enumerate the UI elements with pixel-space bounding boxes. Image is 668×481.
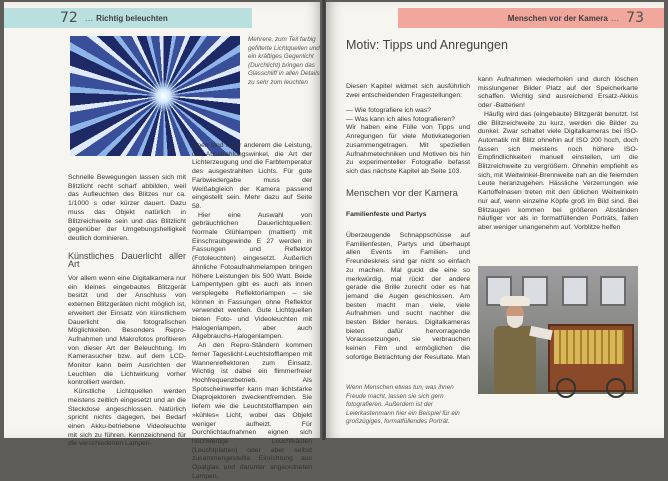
paragraph: Künstliche Lichtquellen werden meistens zeitlich eingesetzt und an die Steckdose angeschlossen. Natürlich spricht nichts dagegen, bei Bedarf einen Akku-betriebene Videoleuchte mit sich zu führen. Kennzeichnend für die verschiedenen Lampen-	[68, 388, 186, 448]
subsection-heading: Familienfeste und Partys	[346, 211, 427, 218]
paragraph: An den Repro-Ständern kommen ferner Tageslicht-Leuchtstofflampen mit Wannenreflektoren zum Einsatz. Wichtig ist dabei ein flimmerfreier Hochfrequenzbetrieb. Als Spotscheinwerfer kann man lichtstarke Diaprojektoren zweckentfremden. Sie liefern wie die Leuchtstofflampen ein »kühles« Licht, wobei das Objekt weniger aufheizt. Für Durchlichtaufnahmen eignen sich hochwertige Leuchtkästen (Leuchtplatten) oder aber selbst zusammengestellte Einrichtung aus Opalglas und darunter angeordneten Lampen.	[192, 342, 312, 480]
crystal-photo-caption: Mehrere, zum Teil farbig gefilterte Lichtquellen und ein kräftiges Gegenlicht (Durchlicht) bringen das Glasschliff in allen Details zu sehr zum leuchten	[248, 36, 320, 86]
page-number-left: 72	[60, 10, 78, 26]
header-dots: ...	[610, 12, 620, 24]
organ-wheel	[556, 378, 576, 398]
page-title: Motiv: Tipps und Anregungen	[346, 38, 508, 52]
window-shape	[600, 276, 626, 306]
right-column-2	[478, 76, 638, 233]
header-dots: ...	[84, 12, 94, 24]
section-heading: Menschen vor der Kamera	[346, 188, 458, 199]
window-shape	[562, 276, 588, 306]
person-body	[494, 326, 536, 394]
right-column-1	[346, 76, 470, 177]
chapter-title-left: Richtig beleuchten	[96, 13, 168, 23]
paragraph: Überzeugende Schnappschüsse auf Familienfesten, Partys und überhaupt allen Events im Familien- und Freundeskreis sind gar nicht so einfach zu machen. Mal guckt die eine so merkwürdig, mal rückt der andere gerade die Brille zurecht oder es hat jemand die Augen geschlossen. Am besten macht man viele, viele Aufnahmen und sucht nachher die besten Bilder heraus. Digitalkameras bieten dafür hervorragende Voraussetzungen, sie verbrauchen keinen Film und ermöglichen die sofortige Betrachtung der Resultate. Man	[346, 232, 470, 361]
organ-photo-caption: Wenn Menschen etwas tun, was ihnen Freude macht, lassen sie sich gern fotografieren. Außerdem ist der Leierkastenmann hier ein Beispiel für ein großzügiges, formatfüllendes Porträt.	[346, 384, 460, 425]
chapter-title-right: Menschen vor der Kamera	[507, 13, 608, 23]
person-hat	[500, 296, 530, 306]
paragraph: Vor allem wenn eine Digitalkamera nur ein kleines eingebautes Blitzgerät besitzt und der Anschluss von externen Blitzgeräten nicht möglich ist, erweitert der Einsatz von künstlichem Dauerlicht die fotografischen Möglichkeiten. Besonders Repro-Aufnahmen und Makrofotos profitieren von dieser Art der Beleuchtung. Im Kamerasucher bzw. auf dem LCD-Monitor kann beim Ausrichten der Leuchten die Lichtwirkung vorher kontrolliert werden.	[68, 275, 186, 387]
paragraph: Schnelle Bewegungen lassen sich mit Blitzlicht recht scharf abbilden, weil das Aufleuchten des Blitzes nur ca. 1/1000 s oder kürzer dauert. Dazu muss das Objekt natürlich in Blitzreichweite sein und das Blitzlicht gegenüber der Umgebungshelligkeit deutlich dominieren.	[68, 174, 186, 242]
crystal-glass-photo	[70, 36, 240, 156]
left-column-a	[68, 174, 186, 449]
question-item: — Wie fotografiere ich was?	[346, 107, 431, 114]
organ-wheel	[606, 378, 626, 398]
left-column-b	[192, 142, 312, 481]
left-page-header	[4, 8, 252, 28]
organ-grinder-photo	[478, 266, 638, 394]
paragraph: typen sind unter anderem die Leistung, die Ausstrahlungswinkel, die Art der Lichterzeugung und die Farbtemperatur des ausgestrahlten Lichts. Für gute Farbwiedergabe muss der Weißabgleich der Kamera passend eingestellt sein. Mehr dazu auf Seite 58.	[192, 142, 312, 210]
page-number-right: 73	[626, 10, 644, 26]
left-page	[4, 2, 322, 480]
right-column-3	[346, 232, 470, 363]
right-page-header	[398, 8, 664, 28]
question-item: — Was kann ich alles fotografieren?	[346, 115, 455, 123]
paragraph: kann Aufnahmen wiederholen und durch löschen misslungener Bilder Platz auf der Speicherkarte schaffen. Wichtig sind ausreichend Ersatz-Akkus oder -Batterien!	[478, 76, 638, 110]
paragraph: Wir haben eine Fülle von Tipps und Anregungen für viele Motivkategorien zusammengetragen. Mit speziellen Aufnahmetechniken und Motiven bis hin zu experimenteller Fotografie befasst sich das nächste Kapitel ab Seite 103.	[346, 124, 470, 175]
section-heading: Künstliches Dauerlicht aller Art	[68, 250, 186, 270]
paragraph: Diesen Kapitel widmet sich ausführlich zwei entscheidenden Fragestellungen:	[346, 82, 470, 99]
paragraph: Häufig wird das (eingebaute) Blitzgerät benutzt. Ist die Blitzreichweite zu kurz, werden die Bilder zu dunkel. Zwar schaltet viele Digitalkameras bei ISO-Automatik mit Blitz ohnehin auf ISO 200 hoch, doch fassen sich meistens noch höhere ISO-Empfindlichkeiten manuell einstellen, um die Blitzreichweite zu vergrößern. Ohnehin empfiehlt es sich, mit Weitwinkel-Brennweite nah an die feiernden Leute heranzugehen. Hässliche Verzerrungen wie Kartoffelnasen treten mit den üblichen Weitwinkeln nur auf, wenn einzelne Köpfe groß im Bild sind. Bei Blitzaugen kommen bei größeren Abständen häufiger vor als in formatfüllenden Porträts, fallen aber weniger unangenehm auf. Vorblitze helfen	[478, 110, 638, 231]
paragraph: Hier eine Auswahl von gebräuchlichen Dauerlichtquellen: Normale Glühlampen (mattiert) mit Einschraubgewinde E 27 werden in Fassungen und Reflektor (Fotoleuchten) eingesetzt. Äußerlich ähnliche Fotoaufnahmelampen bringen höhere Leistungen bis 500 Watt. Beide Lampentypen gibt es auch als innen verspiegelte Reflektorlampen – sie können in Fassungen ohne Reflektor verwendet werden. Gute Lichtquellen bieten Foto- und Videoleuchten mit Halogenlampen, aber auch Allgebrauchs-Halogenlampen.	[192, 211, 312, 341]
organ-pipes	[554, 330, 624, 364]
